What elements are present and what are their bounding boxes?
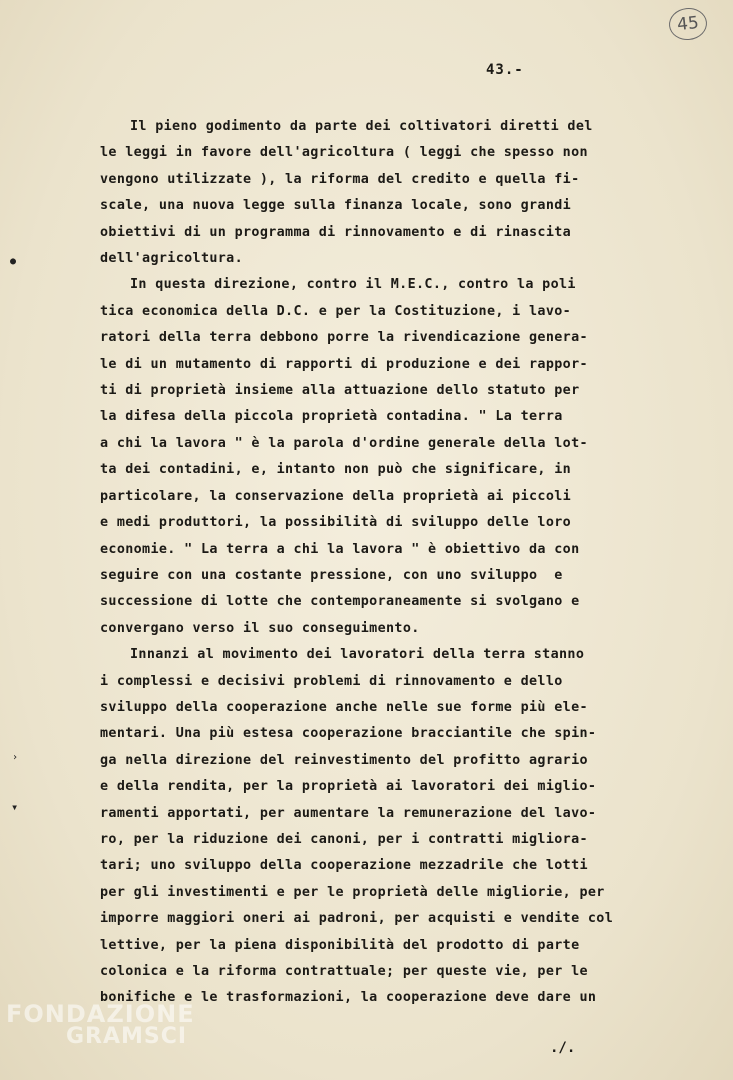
- margin-tick-mark: ›: [12, 752, 19, 763]
- text-line: economie. " La terra a chi la lavora " è obiettivo da con: [100, 541, 580, 557]
- page-number: 43.-: [486, 62, 524, 78]
- text-line: ro, per la riduzione dei canoni, per i contratti migliora-: [100, 831, 588, 847]
- text-line: dell'agricoltura.: [100, 251, 244, 267]
- archive-watermark: [6, 1000, 195, 1049]
- text-line: la difesa della piccola proprietà contadina. " La terra: [100, 409, 563, 425]
- text-line: obiettivi di un programma di rinnovamento e di rinascita: [100, 224, 572, 240]
- continuation-mark: ./.: [550, 1040, 576, 1056]
- watermark-line2: GRAMSCI: [66, 1024, 188, 1049]
- text-line: ratori della terra debbono porre la rivendicazione genera-: [100, 330, 588, 346]
- text-line: bonifiche e le trasformazioni, la cooperazione deve dare un: [100, 990, 597, 1006]
- text-line: Innanzi al movimento dei lavoratori della terra stanno: [130, 647, 585, 663]
- text-line: colonica e la riforma contrattuale; per queste vie, per le: [100, 964, 588, 979]
- text-line: vengono utilizzate ), la riforma del credito e quella fi-: [100, 171, 580, 187]
- archive-number-stamp: 45: [667, 6, 708, 42]
- document-body: [100, 114, 700, 1012]
- text-line: e della rendita, per la proprietà ai lavoratori dei miglio-: [100, 779, 597, 795]
- text-line: particolare, la conservazione della proprietà ai piccoli: [100, 488, 572, 504]
- watermark-line1: FONDAZIONE: [6, 1000, 195, 1028]
- text-line: mentari. Una più estesa cooperazione bracciantile che spin-: [100, 726, 597, 742]
- text-line: ta dei contadini, e, intanto non può che significare, in: [100, 462, 572, 478]
- text-line: ti di proprietà insieme alla attuazione dello statuto per: [100, 383, 580, 399]
- text-line: i complessi e decisivi problemi di rinnovamento e dello: [100, 673, 563, 689]
- text-line: convergano verso il suo conseguimento.: [100, 620, 420, 636]
- text-line: le leggi in favore dell'agricoltura ( leggi che spesso non: [100, 145, 588, 161]
- text-line: ramenti apportati, per aumentare la remunerazione del lavo-: [100, 805, 597, 821]
- text-line: le di un mutamento di rapporti di produzione e dei rappor-: [100, 356, 588, 372]
- text-line: tica economica della D.C. e per la Costituzione, i lavo-: [100, 303, 572, 319]
- text-line: tari; uno sviluppo della cooperazione mezzadrile che lotti: [100, 858, 588, 874]
- text-line: In questa direzione, contro il M.E.C., contro la poli: [130, 277, 576, 293]
- text-line: ga nella direzione del reinvestimento del profitto agrario: [100, 752, 588, 768]
- text-line: per gli investimenti e per le proprietà delle migliorie, per: [100, 884, 605, 900]
- text-line: scale, una nuova legge sulla finanza locale, sono grandi: [100, 198, 572, 214]
- text-line: lettive, per la piena disponibilità del prodotto di parte: [100, 937, 580, 953]
- text-line: imporre maggiori oneri ai padroni, per acquisti e vendite col: [100, 911, 614, 927]
- margin-dot-mark: ●: [10, 256, 17, 267]
- text-line: Il pieno godimento da parte dei coltivatori diretti del: [130, 119, 593, 134]
- text-line: a chi la lavora " è la parola d'ordine generale della lot-: [100, 435, 588, 451]
- margin-arrow-mark: ▾: [11, 800, 19, 814]
- text-line: e medi produttori, la possibilità di sviluppo delle loro: [100, 515, 572, 531]
- text-line: successione di lotte che contemporaneamente si svolgano e: [100, 594, 580, 610]
- text-line: seguire con una costante pressione, con uno sviluppo e: [100, 567, 563, 583]
- text-line: sviluppo della cooperazione anche nelle sue forme più ele-: [100, 699, 588, 715]
